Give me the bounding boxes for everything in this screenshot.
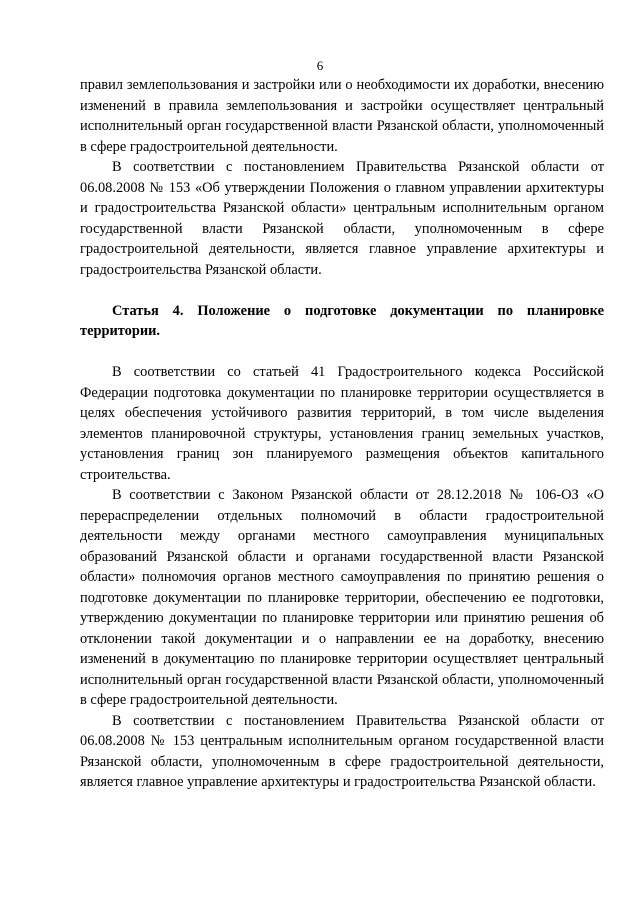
paragraph: В соответствии с постановлением Правительства Рязанской области от 06.08.2008 № 153 «Об утверждении Положения о главном управлении архитектуры и градостроительства Рязанской области» центральным исполнительным органом государственной власти Рязанской области, уполномоченным в сфере градостроительной деятельности, является главное управление архитектуры и градостроительства Рязанской области. xyxy=(80,159,604,278)
paragraph: В соответствии с Законом Рязанской области от 28.12.2018 № 106-ОЗ «О перераспределении отдельных полномочий в области градостроительной деятельности между органами местного самоуправления муниципальных образований Рязанской области и органами государственной власти Рязанской области» полномочия органов местного самоуправления по принятию решения о подготовке документации по планировке территории, обеспечению ее подготовки, утверждению документации по планировке территории или принятию решения об отклонении такой документации и о направлении ее на доработку, внесению изменений в документацию по планировке территории осуществляет центральный исполнительный орган государственной власти Рязанской области, уполномоченный в сфере градостроительной деятельности. xyxy=(80,487,604,708)
page-number: 6 xyxy=(316,58,324,73)
paragraph: В соответствии со статьей 41 Градостроительного кодекса Российской Федерации подготовка документации по планировке территории осуществляется в целях обеспечения устойчивого развития территорий, в том числе выделения элементов планировочной структуры, установления границ земельных участков, установления границ зон планируемого размещения объектов капитального строительства. xyxy=(80,364,604,483)
spacer xyxy=(80,342,604,363)
article-heading: Статья 4. Положение о подготовке документации по планировке территории. xyxy=(80,302,604,339)
paragraph-continuation: правил землепользования и застройки или о необходимости их доработки, внесению изменений в правила землепользования и застройки осуществляет центральный исполнительный орган государственной власти Рязанской области, уполномоченный в сфере градостроительной деятельности. xyxy=(80,77,604,155)
document-body xyxy=(80,75,604,793)
paragraph: В соответствии с постановлением Правительства Рязанской области от 06.08.2008 № 153 центральным исполнительным органом государственной власти Рязанской области, уполномоченным в сфере градостроительной деятельности, является главное управление архитектуры и градостроительства Рязанской области. xyxy=(80,712,604,790)
spacer xyxy=(80,280,604,301)
